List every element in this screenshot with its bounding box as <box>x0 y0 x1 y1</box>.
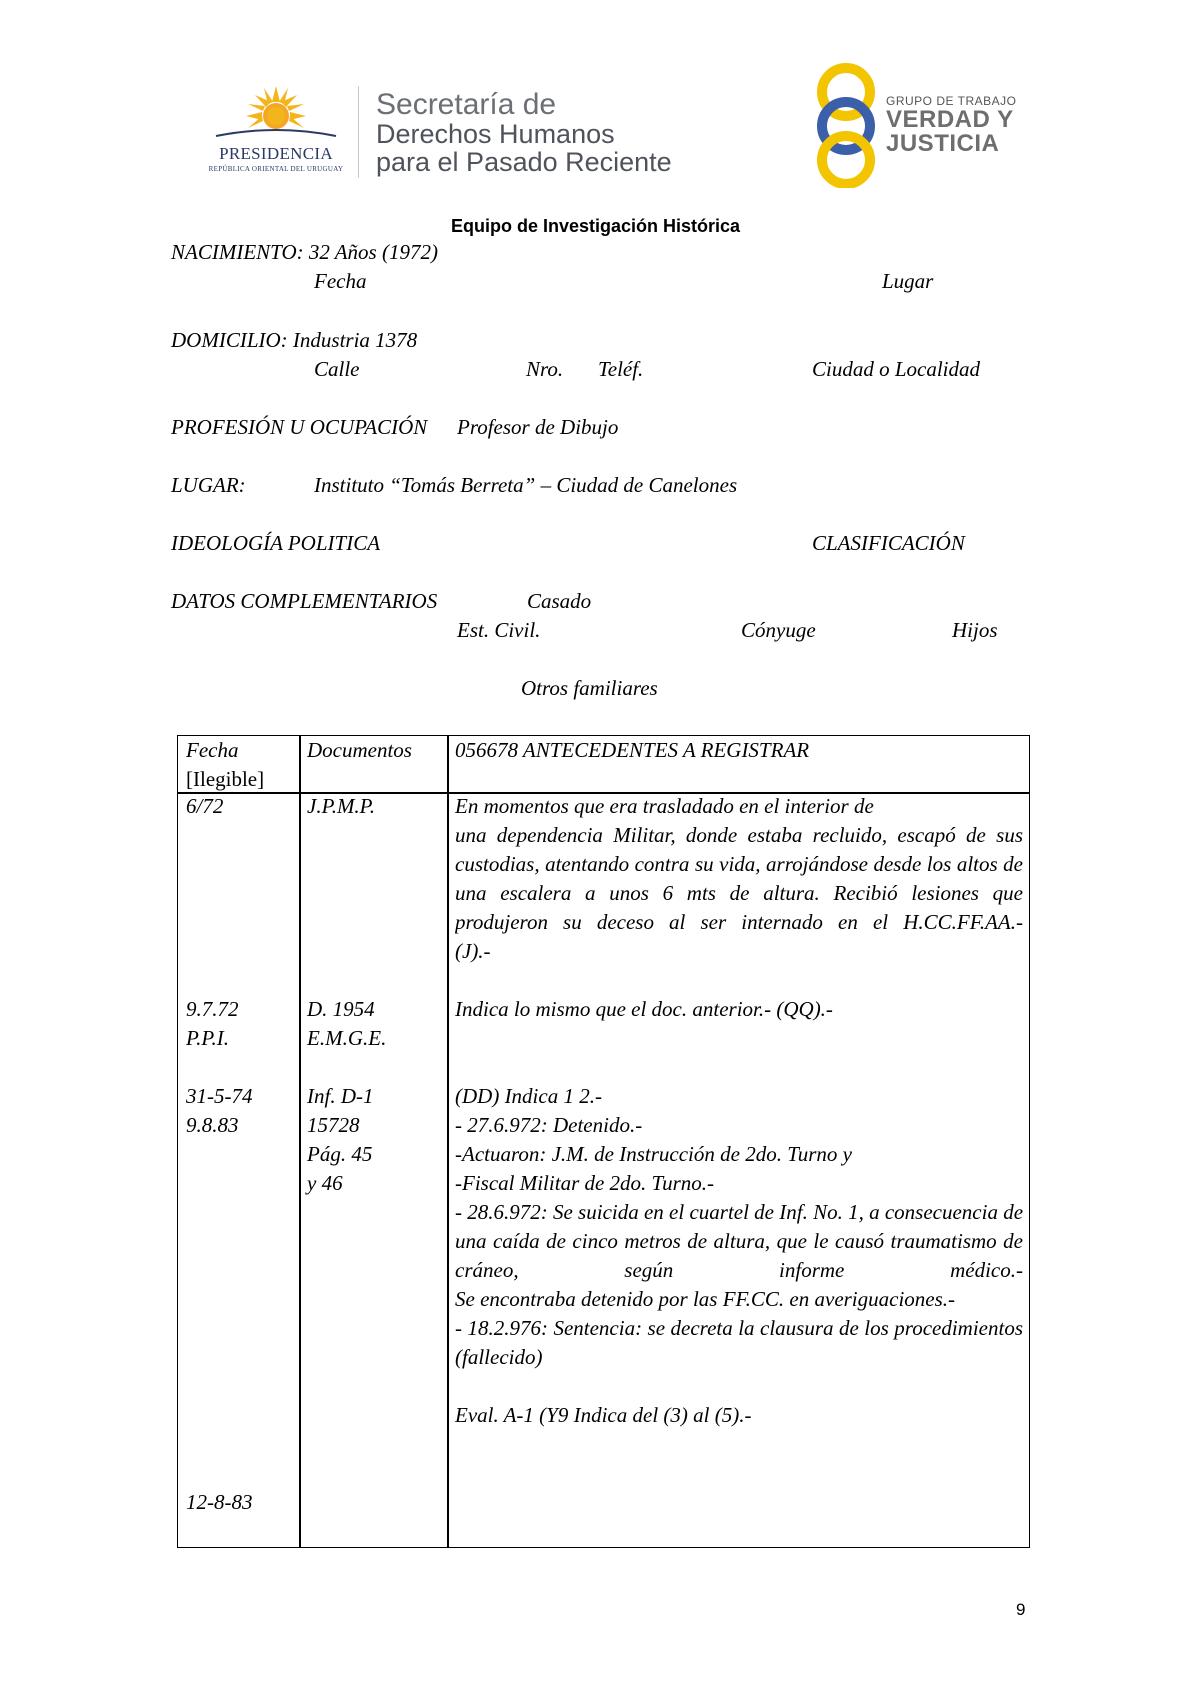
row1-antecedentes <box>455 792 1023 966</box>
row3-line-4: -Fiscal Militar de 2do. Turno.- <box>455 1171 714 1195</box>
nro-label: Nro. <box>526 357 564 381</box>
fecha-label: Fecha <box>314 269 367 293</box>
row1-line-1: En momentos que era trasladado en el interior de <box>455 794 874 818</box>
team-title: Equipo de Investigación Histórica <box>450 216 741 236</box>
header-fecha-text: Fecha <box>186 738 239 762</box>
gvj-line-1: GRUPO DE TRABAJO <box>886 94 1017 108</box>
row2-fecha-2: P.P.I. <box>186 1026 229 1050</box>
header-divider <box>358 86 359 178</box>
lugar-trabajo-value: Instituto “Tomás Berreta” – Ciudad de Canelones <box>314 473 738 497</box>
header-documentos: Documentos <box>307 738 412 762</box>
row3-line-5: Se encontraba detenido por las FF.CC. en averiguaciones.- <box>455 1287 956 1311</box>
row2-fecha-1: 9.7.72 <box>186 997 239 1021</box>
row3-doc-4: y 46 <box>307 1171 343 1195</box>
row3-doc-1: Inf. D-1 <box>307 1084 374 1108</box>
row1-documento: J.P.M.P. <box>307 794 376 818</box>
row2-documento <box>307 995 386 1053</box>
row1-tail: (J).- <box>455 939 491 963</box>
header-antecedentes: 056678 ANTECEDENTES A REGISTRAR <box>455 738 810 762</box>
gvj-line-2: VERDAD Y <box>886 106 1014 133</box>
hijos-label: Hijos <box>952 618 998 642</box>
row2-doc-1: D. 1954 <box>307 997 375 1021</box>
row3-line-1: (DD) Indica 1 2.- <box>455 1084 602 1108</box>
page-number: 9 <box>1016 1600 1026 1619</box>
verdad-justicia-logo-text <box>886 94 1016 156</box>
row3-antecedentes <box>455 1082 1023 1430</box>
lugar-trabajo-label: LUGAR: <box>171 473 246 497</box>
ideologia-label: IDEOLOGÍA POLITICA <box>171 531 381 555</box>
row3-documento <box>307 1082 374 1198</box>
row3-paragraph-1: - 28.6.972: Se suicida en el cuartel de Inf. No. 1, a consecuencia de una caída de cinco metros de altura, que le causó traumatismo de cráneo, según informe médico.- <box>455 1200 1023 1282</box>
row3-eval: Eval. A-1 (Y9 Indica del (3) al (5).- <box>455 1403 752 1427</box>
domicilio-field: DOMICILIO: Industria 1378 <box>171 328 418 352</box>
ciudad-label: Ciudad o Localidad <box>812 357 981 381</box>
presidencia-subtitle: REPÚBLICA ORIENTAL DEL URUGUAY <box>208 165 344 173</box>
row1-paragraph: una dependencia Militar, donde estaba recluido, escapó de sus custodias, atentando contra su vida, arrojándose desde los altos de una escalera a unos 6 mts de altura. Recibió lesiones que produjeron su deceso al ser internado en el H.CC.FF.AA.- <box>455 823 1023 934</box>
conyuge-label: Cónyuge <box>741 618 816 642</box>
table-col-divider-1 <box>299 736 301 1547</box>
presidencia-name: PRESIDENCIA <box>219 144 333 163</box>
datos-complementarios-label: DATOS COMPLEMENTARIOS <box>171 589 438 613</box>
lugar-label: Lugar <box>882 269 934 293</box>
row3-spacer <box>455 1372 1023 1401</box>
clasificacion-label: CLASIFICACIÓN <box>812 531 965 555</box>
row3-fecha-1: 31-5-74 <box>186 1084 253 1108</box>
secretaria-logo-text <box>376 90 672 176</box>
profesion-label: PROFESIÓN U OCUPACIÓN <box>171 415 428 439</box>
nacimiento-field: NACIMIENTO: 32 Años (1972) <box>171 240 438 264</box>
header-fecha <box>186 736 264 794</box>
row3-doc-3: Pág. 45 <box>307 1142 373 1166</box>
telef-label: Teléf. <box>598 357 644 381</box>
estado-civil-value: Casado <box>527 589 592 613</box>
est-civil-label: Est. Civil. <box>457 618 541 642</box>
row2-doc-2: E.M.G.E. <box>307 1026 387 1050</box>
gvj-line-3: JUSTICIA <box>886 130 1000 157</box>
otros-familiares-label: Otros familiares <box>521 676 658 700</box>
secretaria-line-3: para el Pasado Reciente <box>376 147 672 177</box>
row2-antecedentes: Indica lo mismo que el doc. anterior.- (QQ).- <box>455 997 833 1021</box>
secretaria-line-1: Secretaría de <box>376 88 557 121</box>
header-fecha-ilegible: [Ilegible] <box>186 767 265 791</box>
profesion-value: Profesor de Dibujo <box>457 415 619 439</box>
row2-fecha <box>186 995 239 1053</box>
row3-line-3: -Actuaron: J.M. de Instrucción de 2do. Turno y <box>455 1142 852 1166</box>
row4-fecha: 12-8-83 <box>186 1490 253 1514</box>
antecedentes-table <box>177 735 1030 1548</box>
secretaria-line-2: Derechos Humanos <box>376 119 615 149</box>
row3-fecha-2: 9.8.83 <box>186 1113 239 1137</box>
row3-fecha <box>186 1082 253 1140</box>
row1-fecha: 6/72 <box>186 794 224 818</box>
row3-paragraph-2: - 18.2.976: Sentencia: se decreta la clausura de los procedimientos (fallecido) <box>455 1316 1023 1369</box>
table-col-divider-2 <box>447 736 449 1547</box>
row3-line-2: - 27.6.972: Detenido.- <box>455 1113 643 1137</box>
calle-label: Calle <box>314 357 360 381</box>
row3-doc-2: 15728 <box>307 1113 360 1137</box>
